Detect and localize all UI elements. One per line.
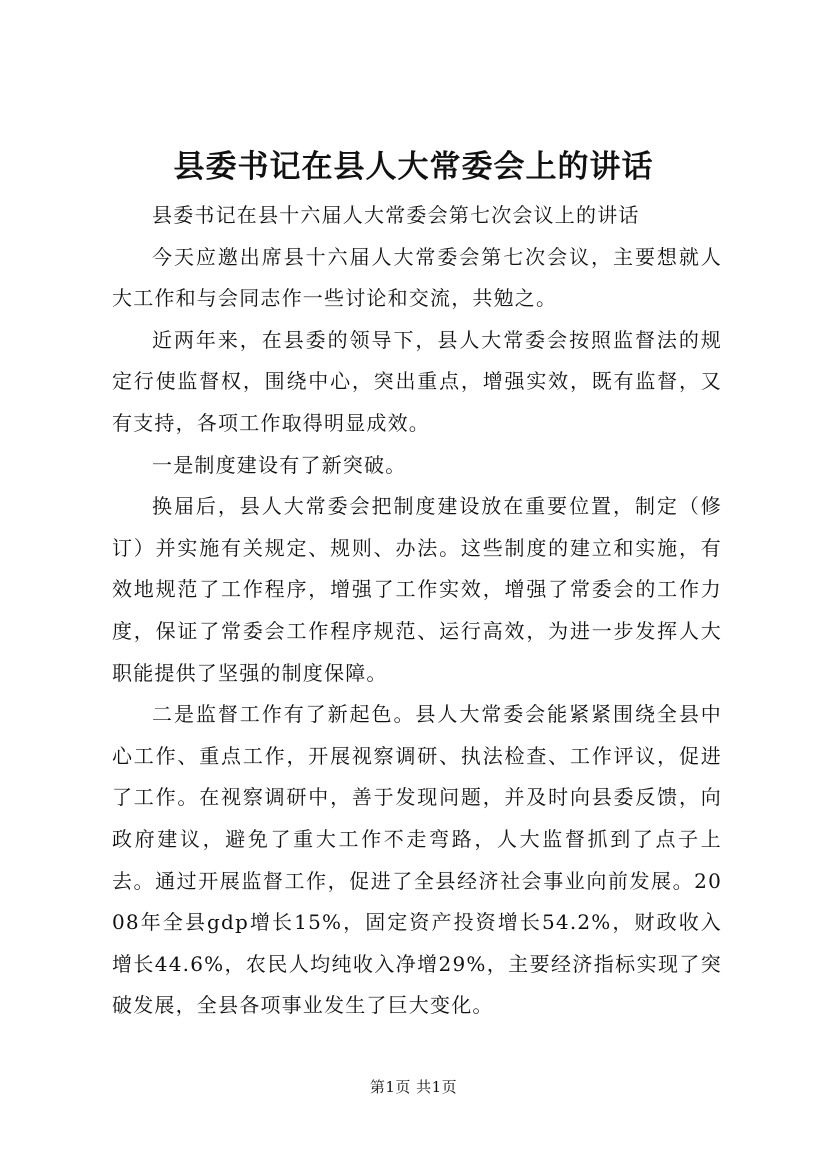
paragraph-point-one: 一是制度建设有了新突破。 [152,452,407,477]
document-title: 县委书记在县人大常委会上的讲话 [173,149,654,185]
paragraph-point-two: 二是监督工作有了新起色。县人大常委会能紧紧围绕全县中心工作、重点工作，开展视察调研、执法检查、工作评议，促进了工作。在视察调研中，善于发现问题，并及时向县委反馈，向政府建议，避免了重大工作不走弯路，人大监督抓到了点子上去。通过开展监督工作，促进了全县经济社会事业向前发展。2008年全县gdp增长15%，固定资产投资增长54.2%，财政收入增长44.6%，农民人均纯收入净增29%，主要经济指标实现了突破发展，全县各项事业发生了巨大变化。 [112,702,722,1018]
page-number-footer: 第1页 共1页 [369,1078,458,1096]
document-body [112,195,722,1027]
paragraph-system-building: 换届后，县人大常委会把制度建设放在重要位置，制定（修订）并实施有关规定、规则、办法。这些制度的建立和实施，有效地规范了工作程序，增强了工作实效，增强了常委会的工作力度，保证了常委会工作程序规范、运行高效，为进一步发挥人大职能提供了坚强的制度保障。 [112,494,722,685]
paragraph-intro: 今天应邀出席县十六届人大常委会第七次会议，主要想就人大工作和与会同志作一些讨论和交流，共勉之。 [112,244,722,311]
paragraph-subtitle: 县委书记在县十六届人大常委会第七次会议上的讲话 [152,203,640,227]
paragraph-achievements: 近两年来，在县委的领导下，县人大常委会按照监督法的规定行使监督权，围绕中心，突出重点，增强实效，既有监督，又有支持，各项工作取得明显成效。 [112,327,722,435]
